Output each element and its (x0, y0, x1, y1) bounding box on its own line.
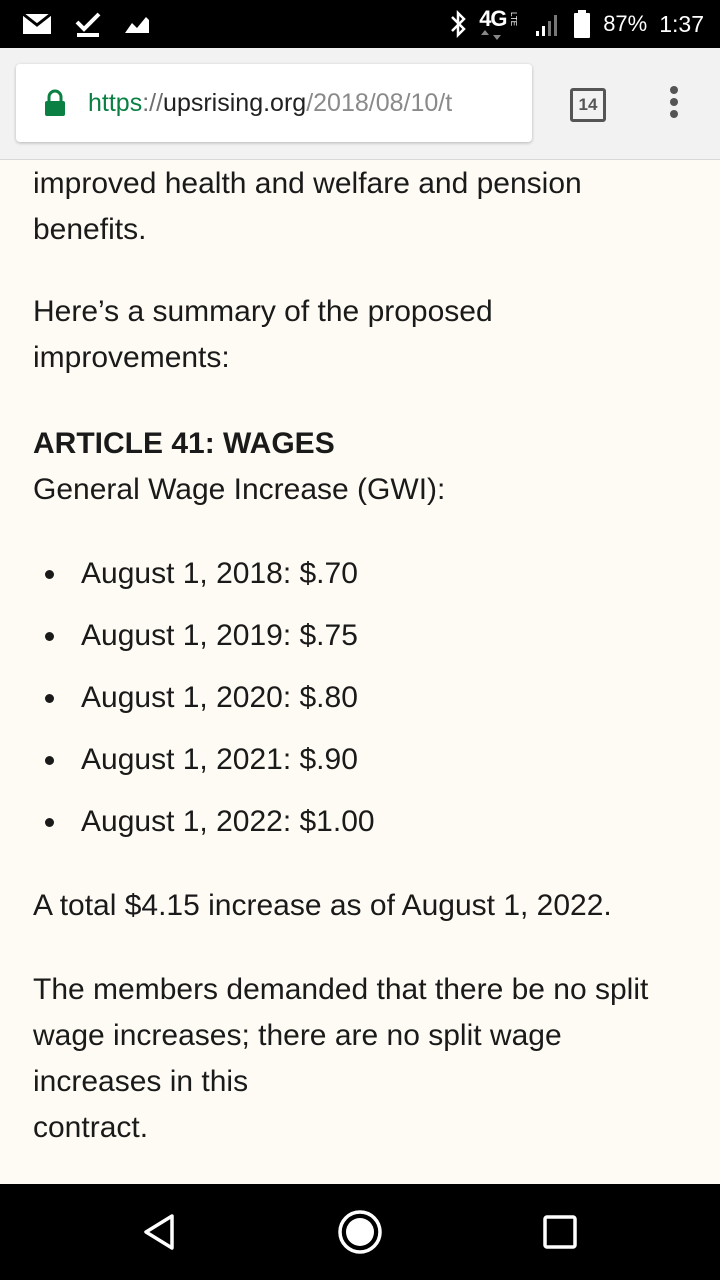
clock: 1:37 (659, 10, 704, 37)
tab-switcher-button[interactable]: 14 (570, 88, 606, 122)
download-done-icon (74, 10, 102, 38)
battery-percentage: 87% (603, 11, 648, 36)
article-content (0, 161, 720, 1184)
list-item: August 1, 2022: $1.00 (33, 799, 693, 861)
network-indicator: 4G LTE (479, 8, 523, 40)
trending-icon (124, 13, 150, 35)
status-bar (0, 0, 720, 48)
article-heading: ARTICLE 41: WAGES General Wage Increase (GWI): (33, 427, 446, 506)
list-item: August 1, 2019: $.75 (33, 613, 693, 675)
overflow-menu-icon[interactable] (660, 86, 688, 126)
lock-icon (44, 89, 66, 117)
url-bar[interactable] (16, 64, 532, 142)
back-icon[interactable] (136, 1208, 184, 1256)
list-item: August 1, 2021: $.90 (33, 737, 693, 799)
list-item: August 1, 2018: $.70 (33, 551, 693, 613)
paragraph-benefits: improved health and welfare and pension benefits. (33, 167, 582, 246)
paragraph-split-wage: The members demanded that there be no split wage increases; there are no split wage increases in this contract. (33, 973, 649, 1144)
browser-toolbar (0, 48, 720, 160)
system-nav-bar (0, 1184, 720, 1280)
paragraph-summary: Here’s a summary of the proposed improvements: (33, 295, 493, 374)
paragraph-total: A total $4.15 increase as of August 1, 2022. (33, 889, 612, 922)
gmail-icon (22, 12, 52, 36)
signal-icon (535, 11, 561, 37)
wage-increase-list (33, 551, 693, 861)
home-icon[interactable] (336, 1208, 384, 1256)
url-text[interactable]: https://upsrising.org/2018/08/10/t (88, 89, 453, 117)
bluetooth-icon (449, 9, 467, 39)
list-item: August 1, 2020: $.80 (33, 675, 693, 737)
recents-icon[interactable] (536, 1208, 584, 1256)
data-arrows-icon (481, 30, 505, 40)
battery-icon (573, 9, 591, 39)
